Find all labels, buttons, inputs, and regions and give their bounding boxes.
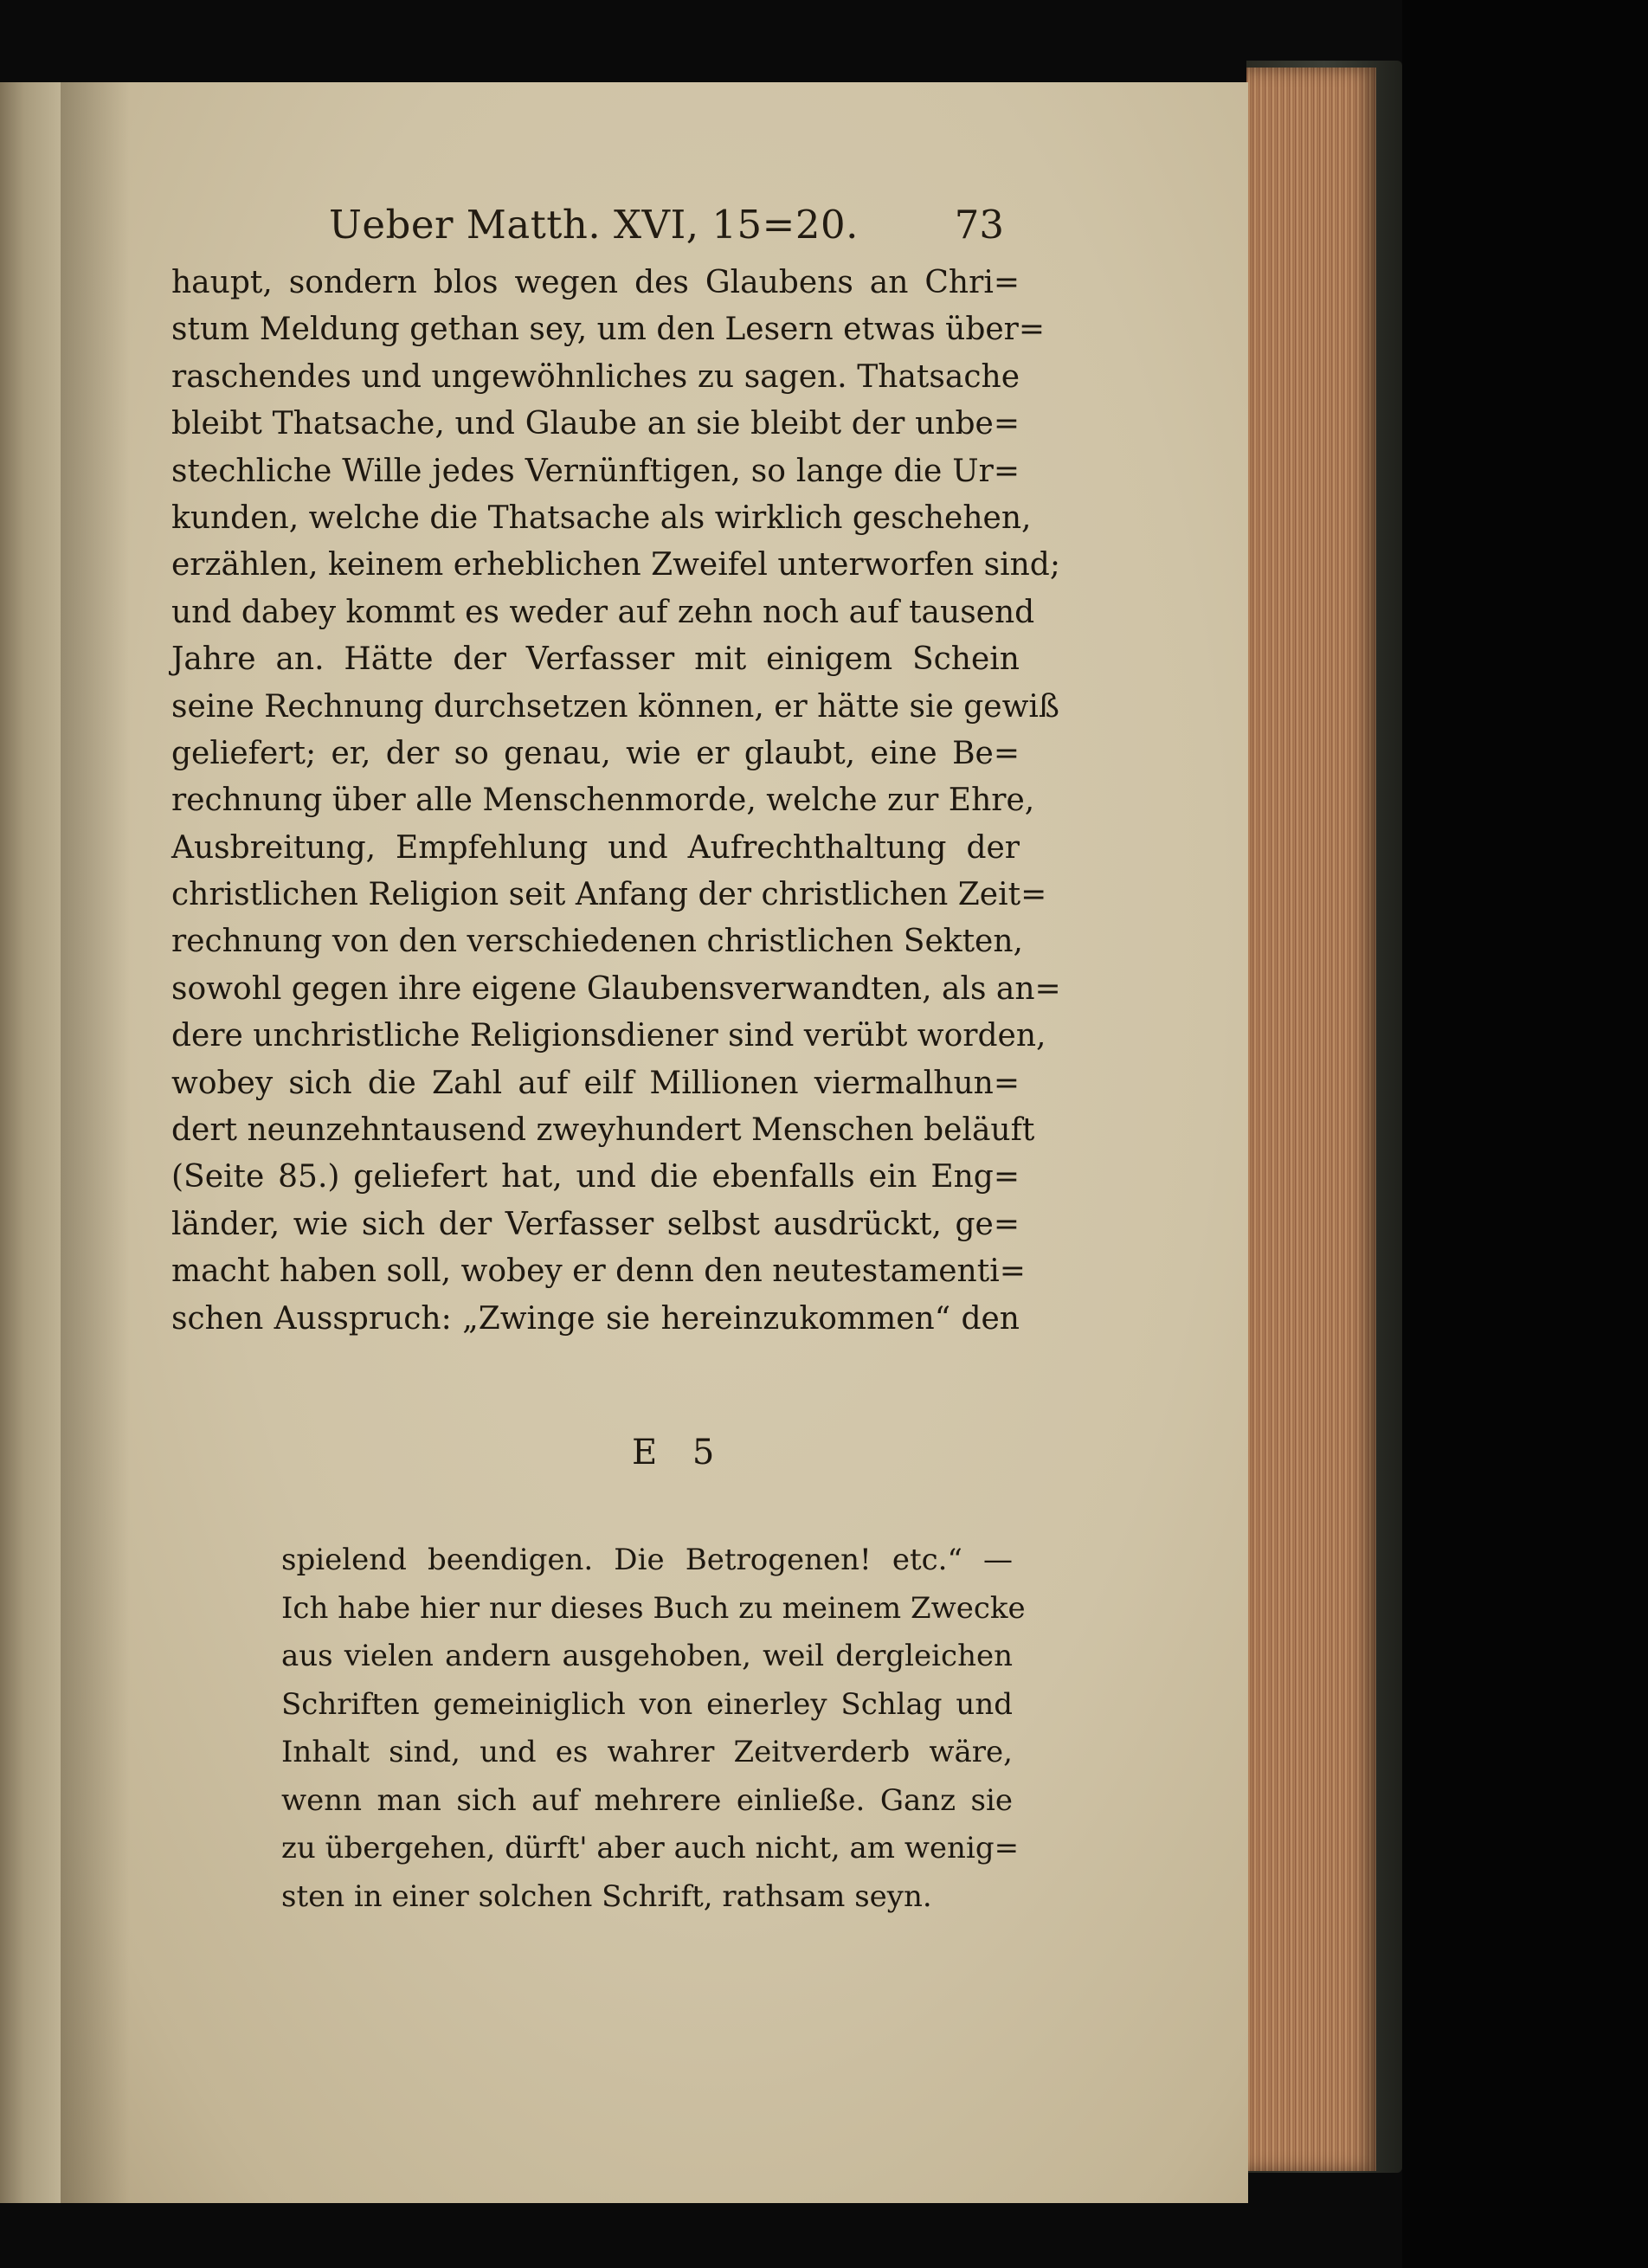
text-line: kunden, welche die Thatsache als wirklich geschehen, xyxy=(171,499,1032,536)
text-line: Jahre an. Hätte der Verfasser mit einigem Schein xyxy=(171,641,1020,678)
text-line: stum Meldung gethan sey, um den Lesern etwas über= xyxy=(171,312,1046,348)
main-text xyxy=(171,260,1061,1343)
text-line: wobey sich die Zahl auf eilf Millionen viermalhun= xyxy=(171,1065,1020,1101)
footnote-line: Inhalt sind, und es wahrer Zeitverderb wäre, xyxy=(281,1735,1013,1769)
text-line: christlichen Religion seit Anfang der christlichen Zeit= xyxy=(171,877,1047,913)
footnote-line: zu übergehen, dürft' aber auch nicht, am wenig= xyxy=(281,1831,1020,1865)
text-line: erzählen, keinem erheblichen Zweifel unterworfen sind; xyxy=(171,547,1060,583)
text-line: und dabey kommt es weder auf zehn noch auf tausend xyxy=(171,594,1035,630)
text-line: rechnung über alle Menschenmorde, welche zur Ehre, xyxy=(171,783,1035,819)
footnote-line: wenn man sich auf mehrere einließe. Ganz sie xyxy=(281,1782,1013,1818)
text-line: macht haben soll, wobey er denn den neutestamenti= xyxy=(171,1253,1026,1290)
footnote-line: spielend beendigen. Die Betrogenen! etc.“ — xyxy=(281,1543,1013,1577)
text-line: sowohl gegen ihre eigene Glaubensverwandten, als an= xyxy=(171,970,1061,1007)
page-header xyxy=(329,195,1004,255)
text-line: schen Ausspruch: „Zwinge sie hereinzukommen“ den xyxy=(171,1300,1020,1337)
footnote-text xyxy=(281,1537,1026,1921)
text-line: rechnung von den verschiedenen christlichen Sekten, xyxy=(171,924,1023,960)
text-line: geliefert; er, der so genau, wie er glaubt, eine Be= xyxy=(171,735,1020,771)
text-line: raschendes und ungewöhnliches zu sagen. Thatsache xyxy=(171,358,1020,395)
gutter-shadow xyxy=(61,82,130,2203)
text-line: dert neunzehntausend zweyhundert Menschen beläuft xyxy=(171,1112,1035,1149)
footnote-line: aus vielen andern ausgehoben, weil dergleichen xyxy=(281,1639,1013,1673)
text-line: haupt, sondern blos wegen des Glaubens an Chri= xyxy=(171,265,1020,300)
footnote-line: Schriften gemeiniglich von einerley Schlag und xyxy=(281,1686,1013,1722)
page-number: 73 xyxy=(954,202,1004,248)
signature-mark: E 5 xyxy=(632,1433,727,1472)
text-line: bleibt Thatsache, und Glaube an sie bleibt der unbe= xyxy=(171,406,1020,442)
scan-background xyxy=(1402,0,1648,2268)
text-line: (Seite 85.) geliefert hat, und die ebenfalls ein Eng= xyxy=(171,1159,1020,1195)
running-head: Ueber Matth. XVI, 15=20. xyxy=(329,202,859,248)
text-line: stechliche Wille jedes Vernünftigen, so lange die Ur= xyxy=(171,453,1020,489)
footnote-line: Ich habe hier nur dieses Buch zu meinem Zwecke xyxy=(281,1590,1026,1626)
text-line: dere unchristliche Religionsdiener sind verübt worden, xyxy=(171,1018,1046,1054)
text-line: Ausbreitung, Empfehlung und Aufrechthaltung der xyxy=(171,829,1020,866)
page-edges xyxy=(1246,68,1376,2171)
text-line: länder, wie sich der Verfasser selbst ausdrückt, ge= xyxy=(171,1206,1020,1242)
facing-page-edge xyxy=(0,82,61,2203)
text-line: seine Rechnung durchsetzen können, er hätte sie gewiß xyxy=(171,688,1059,725)
footnote-line: sten in einer solchen Schrift, rathsam seyn. xyxy=(281,1878,932,1914)
